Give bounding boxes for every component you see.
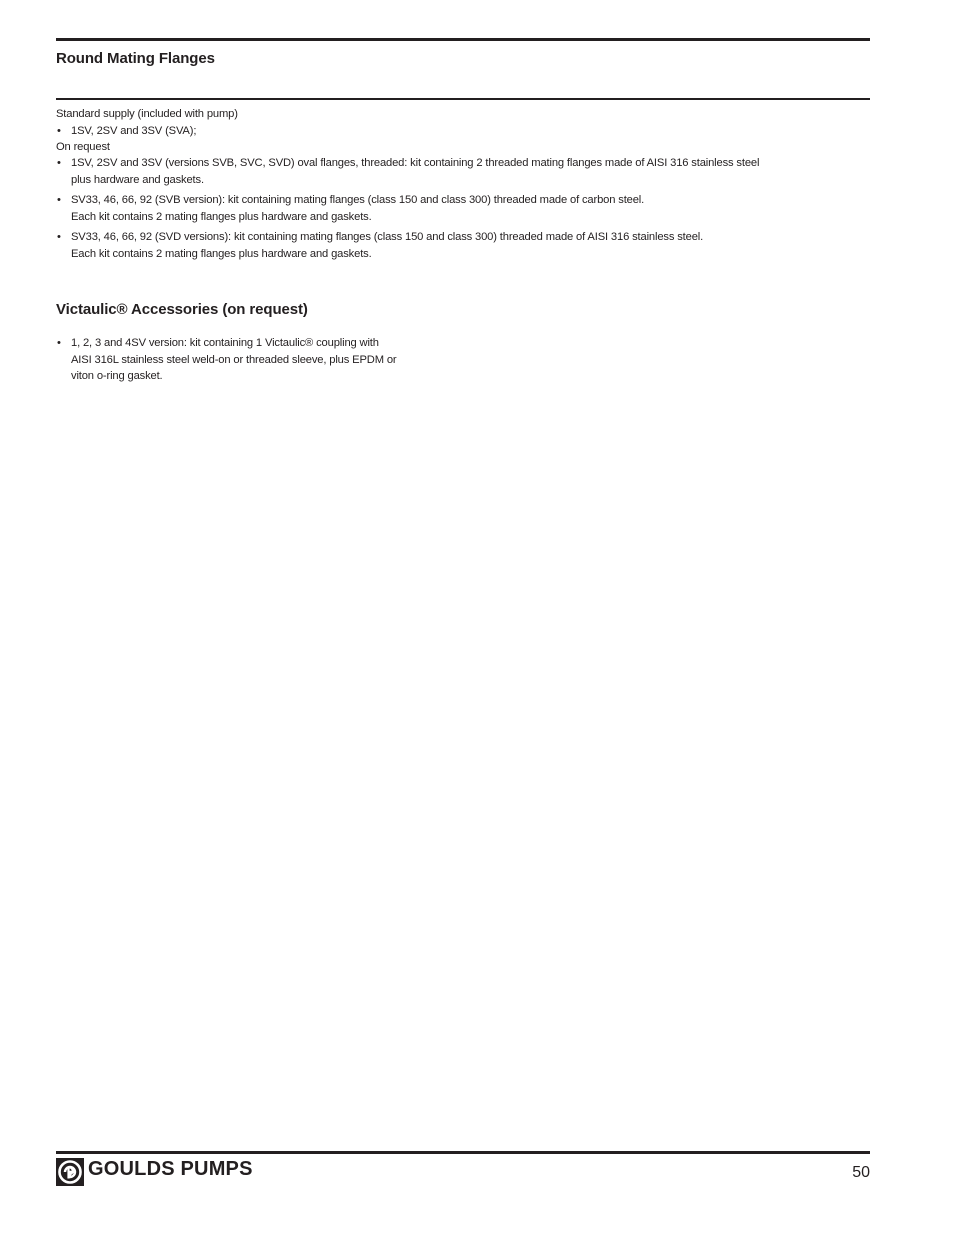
list-item [56, 192, 759, 225]
brand-name: GOULDS PUMPS [88, 1158, 253, 1180]
victaulic-list [56, 335, 397, 385]
section-rule [56, 98, 870, 100]
list-item [56, 155, 759, 188]
list-item-line: viton o-ring gasket. [71, 370, 163, 382]
standard-supply-label: Standard supply (included with pump) [56, 108, 238, 120]
list-item [56, 123, 196, 140]
top-rule [56, 38, 870, 41]
bullet-icon: • [57, 231, 61, 243]
page-number: 50 [852, 1164, 870, 1181]
section-title-victaulic-accessories: Victaulic® Accessories (on request) [56, 301, 308, 318]
list-item-line: AISI 316L stainless steel weld-on or threaded sleeve, plus EPDM or [71, 353, 397, 366]
standard-supply-list [56, 123, 196, 140]
list-item-line: Each kit contains 2 mating flanges plus hardware and gaskets. [71, 210, 372, 223]
section-title-round-mating-flanges: Round Mating Flanges [56, 50, 215, 67]
bullet-icon: • [57, 194, 61, 206]
list-item [56, 229, 759, 262]
list-item-line: SV33, 46, 66, 92 (SVB version): kit containing mating flanges (class 150 and class 300) threaded made of carbon steel. [71, 194, 645, 206]
bullet-icon: • [57, 337, 61, 349]
bullet-icon: • [57, 124, 61, 137]
list-item-line: 1SV, 2SV and 3SV (versions SVB, SVC, SVD) oval flanges, threaded: kit containing 2 threaded mating flanges made of AISI 316 stainless steel [71, 157, 760, 169]
list-item-line: Each kit contains 2 mating flanges plus hardware and gaskets. [71, 247, 372, 260]
list-item-line: 1SV, 2SV and 3SV (SVA); [71, 124, 197, 137]
goulds-gp-logo-icon [56, 1158, 84, 1186]
bullet-icon: • [57, 157, 61, 169]
list-item [56, 335, 397, 385]
on-request-list [56, 155, 759, 262]
list-item-line: 1, 2, 3 and 4SV version: kit containing 1 Victaulic® coupling with [71, 337, 379, 349]
list-item-line: SV33, 46, 66, 92 (SVD versions): kit containing mating flanges (class 150 and class 300) threaded made of AISI 316 stainless steel. [71, 231, 704, 243]
on-request-label: On request [56, 141, 110, 153]
brand-logo [56, 1157, 253, 1187]
footer-rule [56, 1151, 870, 1154]
list-item-line: plus hardware and gaskets. [71, 173, 204, 186]
